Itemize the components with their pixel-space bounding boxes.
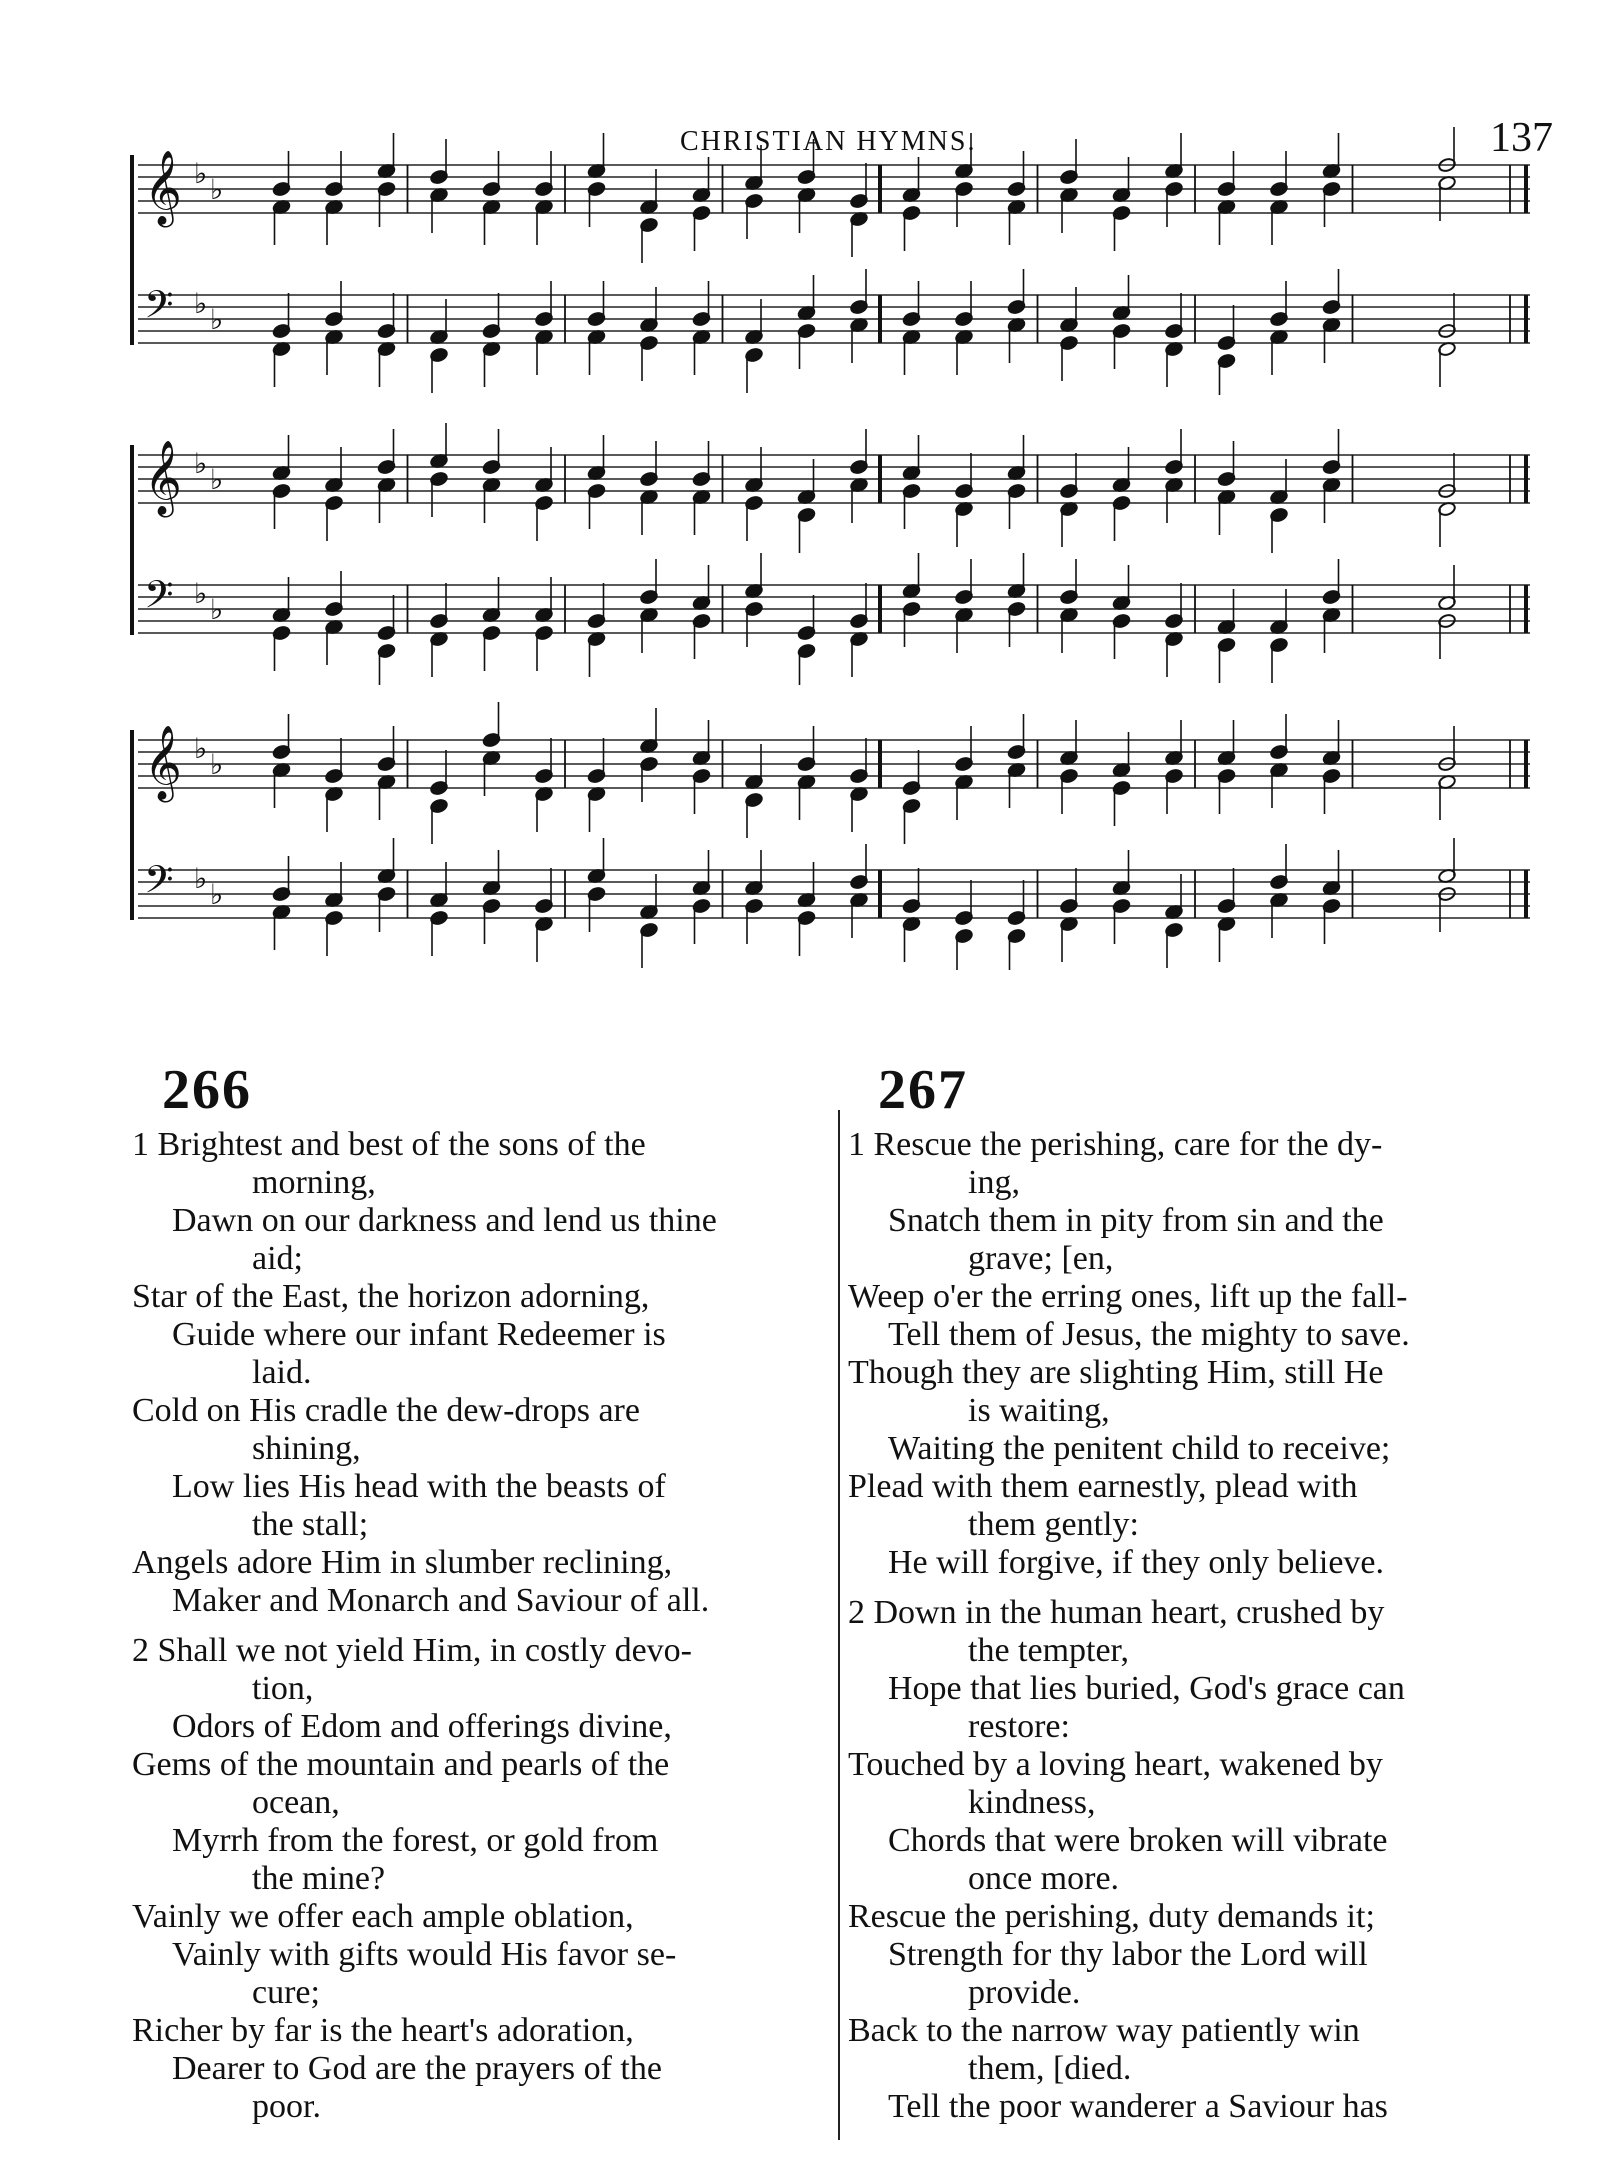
verse-line: Strength for thy labor the Lord will [888,1936,1368,1973]
flat-icon: ♭ [194,577,208,610]
verse-line: Vainly we offer each ample oblation, [132,1898,634,1935]
hymn-number: 266 [162,1059,252,1121]
verse-line: provide. [968,1974,1081,2011]
music-system [130,125,1550,395]
verse-line: grave; [en, [968,1240,1114,1277]
verse-line: Dawn on our darkness and lend us thine [172,1202,717,1239]
verse-line: cure; [252,1974,320,2011]
verse-line: the tempter, [968,1632,1130,1669]
verse-line: Tell the poor wanderer a Saviour has [888,2088,1388,2125]
verse-line: Though they are slighting Him, still He [848,1354,1384,1391]
verse-line: shining, [252,1430,361,1467]
verse-line: is waiting, [968,1392,1110,1429]
verse-line: Star of the East, the horizon adorning, [132,1278,650,1315]
verse-line: kindness, [968,1784,1096,1821]
flat-icon: ♭ [194,862,208,895]
verse-line: poor. [252,2088,321,2125]
flat-icon: ♭ [210,593,224,626]
verse-line: Back to the narrow way patiently win [848,2012,1360,2049]
bass-clef-icon: 𝄢 [144,572,174,626]
flat-icon: ♭ [210,463,224,496]
verse-line: Angels adore Him in slumber reclining, [132,1544,673,1581]
hymn-267 [848,1060,1548,2126]
verse-line: restore: [968,1708,1070,1745]
treble-clef-icon: 𝄞 [144,441,182,515]
verse-line: Tell them of Jesus, the mighty to save. [888,1316,1410,1353]
verse-line: Gems of the mountain and pearls of the [132,1746,670,1783]
verse-line: them gently: [968,1506,1139,1543]
verse-line: the stall; [252,1506,369,1543]
treble-clef-icon: 𝄞 [144,726,182,800]
verse-line: 2 Shall we not yield Him, in costly devo- [132,1632,692,1669]
hymn-266-verses [132,1126,832,2126]
flat-icon: ♭ [194,287,208,320]
verse-line: 2 Down in the human heart, crushed by [848,1594,1385,1631]
verse-line: Snatch them in pity from sin and the [888,1202,1384,1239]
verse-line: tion, [252,1670,314,1707]
verse-line: Hope that lies buried, God's grace can [888,1670,1405,1707]
verse-line: Cold on His cradle the dew-drops are [132,1392,640,1429]
verse-line: the mine? [252,1860,386,1897]
bass-clef-icon: 𝄢 [144,857,174,911]
verse-line: Plead with them earnestly, plead with [848,1468,1358,1505]
verse-line: Guide where our infant Redeemer is [172,1316,666,1353]
staff-notation [130,700,1550,970]
verse-line: Vainly with gifts would His favor se- [172,1936,677,1973]
verse-line: laid. [252,1354,312,1391]
staff-notation [130,415,1550,685]
verse-line: ocean, [252,1784,340,1821]
hymn-266 [132,1060,832,2126]
running-title: CHRISTIAN HYMNS. [680,126,977,157]
verse-line: Rescue the perishing, duty demands it; [848,1898,1375,1935]
flat-icon: ♭ [210,748,224,781]
verse-line: Touched by a loving heart, wakened by [848,1746,1383,1783]
verse-line: Weep o'er the erring ones, lift up the fall- [848,1278,1408,1315]
verse-line: morning, [252,1164,376,1201]
flat-icon: ♭ [194,732,208,765]
verse-line: 1 Brightest and best of the sons of the [132,1126,646,1163]
treble-clef-icon: 𝄞 [144,151,182,225]
flat-icon: ♭ [210,173,224,206]
verse-line: them, [died. [968,2050,1132,2087]
flat-icon: ♭ [210,303,224,336]
flat-icon: ♭ [194,447,208,480]
staff-notation [130,125,1550,395]
page-number: 137 [1490,115,1553,161]
verse-line: Maker and Monarch and Saviour of all. [172,1582,710,1619]
verse-line: Myrrh from the forest, or gold from [172,1822,659,1859]
music-system [130,700,1550,970]
verse-line: Low lies His head with the beasts of [172,1468,666,1505]
verse-line: once more. [968,1860,1120,1897]
verse-line: Chords that were broken will vibrate [888,1822,1388,1859]
verse-line: Dearer to God are the prayers of the [172,2050,662,2087]
verse-line: 1 Rescue the perishing, care for the dy- [848,1126,1383,1163]
verse-line: ing, [968,1164,1020,1201]
verse-line: aid; [252,1240,303,1277]
column-divider [838,1110,840,2140]
flat-icon: ♭ [194,157,208,190]
music-system [130,415,1550,685]
flat-icon: ♭ [210,878,224,911]
hymn-number: 267 [878,1059,968,1121]
verse-line: Waiting the penitent child to receive; [888,1430,1391,1467]
hymn-267-verses [848,1126,1548,2126]
bass-clef-icon: 𝄢 [144,282,174,336]
verse-line: Odors of Edom and offerings divine, [172,1708,672,1745]
verse-line: He will forgive, if they only believe. [888,1544,1385,1581]
verse-line: Richer by far is the heart's adoration, [132,2012,634,2049]
